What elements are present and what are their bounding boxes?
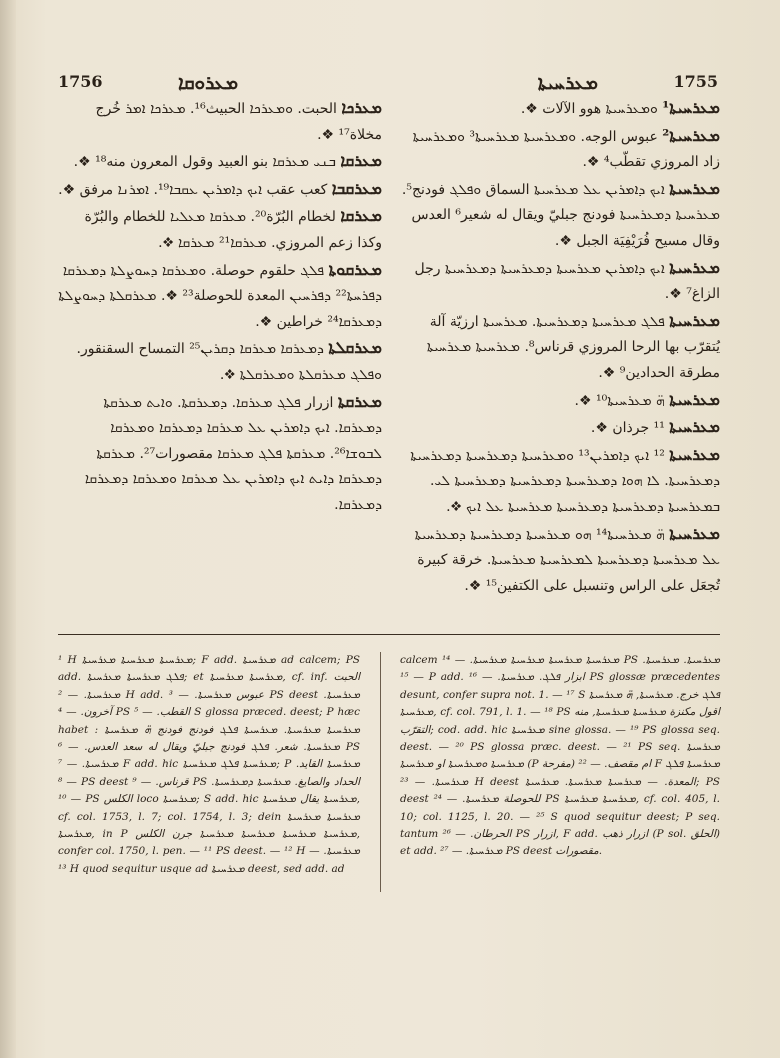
entry-headword: ܡܥܪܩܠܬܐ: [328, 338, 382, 358]
lexicon-entry: [400, 414, 720, 442]
lexicon-entry: [400, 308, 720, 387]
entry-gloss: كعب عقب ܐܝܟ ܕܐܡܪܝܢ ܥܩܒܐ¹⁹. ܐܡܪܢܐ مرفق ❖.: [58, 181, 328, 198]
entry-gloss: ¹² ܐܝܟ ܕܐܡܪܝܢ¹³ ܘܡܥܪܚܝܬܐ ܕܡܥܪܚܝܬܐ ܕܡܥܪܚܝܬܐ ܕܡܥܪܚܝܬܐ. ܠܐ ܗܘܐ ܕܡܥܪܚܝܬܐ ܕܡܥܪܚܝܬܐ ܕܡܥܪܚܝܬܐ ܠܝ. ܒܡܥܪܚܝܬܐ ܕܡܥܪܚܝܬܐ ܕܡܥܪܚܝܬܐ ܡܥܪܚܝܬܐ ܥܠ ܐܝܟ ❖.: [410, 447, 720, 515]
entry-gloss: ܗ̈ ܡܥܪܚܝܬܐ¹⁴ ܗܘ ܡܥܪܚܝܬܐ ܕܡܥܪܚܝܬܐ ܕܡܥܪܚܝܬܐ ܥܠ ܡܥܪܚܝܬܐ ܕܡܥܪܚܝܬܐ ܠܡܥܪܚܝܬܐ ܡܥܪܚܝܬܐ. خرقة كبيرة تُجعَل على الراس وتنسبل على الكتفين¹⁵ ❖.: [414, 526, 720, 594]
lexicon-entry: [400, 255, 720, 308]
entry-headword: ܡܥܪܚܝܬܐ: [669, 444, 720, 464]
entry-headword: ܡܥܪܚܝܬܐ: [669, 178, 720, 198]
lexicon-entry: [58, 389, 382, 519]
lexicon-entry: [58, 203, 382, 256]
entry-gloss: الحبت. ܘܡܥܪܟܐ الحبيث¹⁶. ܡܥܪܟܐ ܐܡܪ خُرج مخلاة¹⁷ ❖.: [95, 101, 382, 143]
entry-gloss: ܒܢܝ ܡܥܪܩܐ بنو العبيد وقول المعرون منه¹⁸ ❖.: [73, 154, 336, 171]
lexicon-entry: [58, 95, 382, 148]
entry-headword: ܡܥܪܚܝܬܐ²: [662, 125, 720, 145]
lexicon-entry: [400, 123, 720, 176]
entry-headword: ܡܥܪܩܒܐ: [331, 178, 382, 198]
footnote-column-divider: [380, 652, 381, 892]
entry-gloss: ܦܠܓ ܡܥܪܚܝܬܐ ܕܡܥܪܚܝܬܐ. ܡܥܪܚܝܬܐ ارزيّة آلة يُتقرّب بها الرحا المروزي قرناس⁸. ܡܥܪܚܝܬܐ ܡܥܪܚܝܬܐ مطرقة الحدادين⁹ ❖.: [426, 313, 720, 381]
entry-gloss: ܗ̈ ܡܥܪܚܝܬܐ¹⁰ ❖.: [574, 392, 665, 409]
entry-gloss: لخطام البُرّة²⁰. ܡܥܪܩܐ ܡܥܠܝܐ للخطام والبُرّة وكذا زعم المروزي. ܡܥܪܩܐ²¹ ܡܥܪܩܐ ❖.: [84, 209, 382, 251]
left-column: [58, 95, 382, 519]
entry-headword: ܡܥܪܩܐ: [340, 151, 382, 171]
entry-gloss: ازرار ܦܠܓ ܡܥܪܩܐ. ܕܡܥܪܩܬܐ. ܘܐܝܬ ܡܥܪܩܬܐ ܕܡܥܪܩܐ. ܐܝܟ ܕܐܡܪܝܢ ܥܠ ܡܥܪܩܐ ܕܡܥܪܩܐ ܘܡܥܪܩܐ ܠܒܘܫܐ²⁶. ܡܥܪܩܬܐ ܦܠܓ ܡܥܪܩܐ مقصورات²⁷. ܡܥܪܩܬܐ ܕܡܥܪܩܐ ܕܐܝܬ ܐܝܟ ܕܐܡܪܝܢ ܥܠ ܡܥܪܩܐ ܘܡܥܪܩܐ ܕܡܥܪܩܐ ܕܡܥܪܩܐ.: [84, 394, 382, 513]
entry-headword: ܡܥܪܟܐ: [341, 98, 382, 117]
right-running-head: ܡܥܪܚܝܬܐ: [537, 72, 598, 94]
entry-headword: ܡܥܪܚܝܬܐ¹: [662, 98, 720, 117]
lexicon-entry: [400, 521, 720, 600]
lexicon-entry: [400, 442, 720, 521]
entry-gloss: ¹¹ جرذان ❖.: [590, 420, 665, 437]
entry-gloss: ܦܠܓ حلقوم حوصلة. ܘܡܥܪܩܐ ܕܚܘܨܠܬܐ ܕܡܥܪܩܐ ܕܦܪܚܬܐ²² ܕܦܪܚܝܢ المعدة للحوصلة²³ ❖. ܡܥܪܩܠܬܐ ܕܚܘܨܠܬܐ ܕܡܥܪܩܐ²⁴ خراطين ❖.: [58, 262, 382, 330]
entry-gloss: ܐܝܟ ܕܐܡܪܝܢ ܥܠ ܡܥܪܚܝܬܐ السماق ܘܦܠܓ فودنج⁵. ܡܥܪܚܝܬܐ ܕܡܥܪܚܝܬܐ فودنج جبليّ ويقال له شعير⁶ العدس وقال مسيح فُرَيْفِيَة الجبل ❖.: [401, 181, 720, 249]
footnotes-right: [400, 652, 720, 861]
entry-gloss: عبوس الوجه. ܘܡܥܪܚܝܬܐ ܡܥܪܚܝܬܐ³ ܘܡܥܪܚܝܬܐ زاد المروزي تقطّب⁴ ❖.: [412, 128, 720, 171]
right-column: [400, 95, 720, 599]
lexicon-entry: [58, 257, 382, 336]
entry-headword: ܡܥܪܚܝܬܐ: [669, 389, 720, 409]
left-running-head: ܡܥܪܘܩܐ: [178, 72, 239, 94]
lexicon-entry: [400, 176, 720, 255]
footnotes-left: [58, 652, 360, 878]
lexicon-entry: [58, 148, 382, 176]
lexicon-entry: [400, 387, 720, 415]
lexicon-entry: [58, 335, 382, 388]
entry-headword: ܡܥܪܩܬܐ: [337, 391, 382, 411]
footnote-rule: [58, 634, 720, 635]
footnote: ¹ H ܡܥܪܚܝܬܐ ܡܥܪܚܝܬܐ ܡܥܪܚܝܬܐ; F add. ܡܥܪܚܝܬܐ ad calcem; PS add. ܦܠܓ ܡܥܪܚܝܬܐ ܡܥܪܚܝܬܐ; et ܡܥܪܚܝܬܐ ܡܥܪܚܝܬܐ, cf. inf. الحبت ܡܥܪܚܝܬܐ. — ² H add. عبوس ܡܥܪܚܝܬܐ. — ³ PS deest ܡܥܪܚܝܬܐ. آخرون. — ⁴ PS القطب. — ⁵ S glossa præced. deest; P hæc habet : ܡܥܪܚܝܬܐ ܡܥܪܚܝܬܐ. ܡܥܪܚܝܬܐ ܦܠܓ فودنج فودنج ܗ̈ ܡܥܪܚܝܬܐ ܡܥܪܚܝܬܐ. شعر. ܦܠܓ فودنج جبليّ ويقال له سعد العدس. — ⁶ PS ܡܥܪܚܝܬܐ. — ⁷ F add. hic ܡܥܪܚܝܬܐ ܦܠܓ ܡܥܪܚܝܬܐ; P ܡܥܪܚܝܬܐ القايد. — ⁸ PS deest قرناس. — ⁹ PS الحداد والصايغ. ܡܥܪܚܝܬܐ ܕܡܥܪܚܝܬܐ. — ¹⁰ PS الكلس loco ܡܥܪܚܝܬܐ; S add. hic ܡܥܪܚܝܬܐ يقال ܡܥܪܚܝܬܐ, cf. col. 1753, l. 7; col. 1754, l. 3; dein ܡܥܪܚܝܬܐ ܡܥܪܚܝܬܐ ܡܥܪܚܝܬܐ, in P ܡܥܪܚܝܬܐ ܡܥܪܚܝܬܐ ܡܥܪܚܝܬܐ ܡܥܪܚܝܬܐ جرن الكلس, confer col. 1750, l. pen. — ¹¹ PS deest. — ¹² H ܡܥܪܚܝܬܐ. — ¹³ H quod sequitur usque ad ܡܥܪܚܝܬܐ deest, sed add. ad: [58, 654, 361, 875]
entry-headword: ܡܥܪܩܘܬܐ: [328, 259, 382, 279]
entry-gloss: ܘܡܥܪܚܝܬܐ هوو الآلات ❖.: [520, 101, 658, 117]
entry-headword: ܡܥܪܩܐ: [340, 206, 382, 226]
entry-headword: ܡܥܪܚܝܬܐ: [669, 417, 720, 437]
right-page-number: 1755: [673, 72, 718, 91]
entry-headword: ܡܥܪܚܝܬܐ: [669, 257, 720, 277]
entry-headword: ܡܥܪܚܝܬܐ: [669, 310, 720, 330]
entry-gloss: ܐܝܟ ܕܐܡܪܝܢ ܡܥܪܚܝܬܐ ܕܡܥܪܚܝܬܐ ܕܡܥܪܚܝܬܐ رجل الزاغ⁷ ❖.: [414, 260, 720, 303]
entry-gloss: ܕܡܥܪܩܐ ܡܥܪܩܐ ܕܩܪܝܢ²⁵ التمساح السقنقور. ܘܦܠܓ ܡܥܪܩܠܬܐ ܘܡܥܪܩܠܬܐ ❖.: [76, 341, 382, 383]
lexicon-entry: [400, 95, 720, 123]
page-edge: [0, 0, 16, 1058]
lexicon-entry: [58, 176, 382, 204]
footnote: calcem ܡܥܪܚܝܬܐ ܡܥܪܚܝܬܐ ܡܥܪܚܝܬܐ ܡܥܪܚܝܬܐ. — ¹⁴ PS ܡܥܪܚܝܬܐ. ܡܥܪܚܝܬܐ. — ¹⁵ P add. ابزار ܦܠܓ. ܡܥܪܚܝܬܐ. — ¹⁶ PS glossæ præcedentes desunt, confer supra not. 1. — ¹⁷ S ܦܠܓ خرج. ܡܥܪܚܝܬܐ, ܗ̈ ܡܥܪܚܝܬܐ ܡܥܪܚܝܬܐ, cf. col. 791, l. 1. — ¹⁸ PS اقول مكنزة ܡܥܪܚܝܬܐ ܡܥܪܚܝܬܐ, منه التقرّب; cod. add. hic ܡܥܪܚܝܬܐ sine glossa. — ¹⁹ PS glossa seq. deest. — ²⁰ PS glossa præc. deest. — ²¹ PS seq. ܡܥܪܚܝܬܐ ܡܥܪܚܝܬܐ ܘܡܥܪܚܝܬܐ او ܡܥܪܚܝܬܐ (P مفرحة) ام مقصف. — ²² F ܡܥܪܚܝܬܐ ܦܠܓ ܡܥܪܚܝܬܐ. — ²³ H deest المعدة. — ܡܥܪܚܝܬܐ ܡܥܪܚܝܬܐ. ܡܥܪܚܝܬܐ; PS deest للحوصلة ܡܥܪܚܝܬܐ. — ²⁴ PS ܡܥܪܚܝܬܐ ܡܥܪܚܝܬܐ, cf. col. 405, l. 10; col. 1125, l. 20. — ²⁵ S quod sequitur deest; P seq. tantum الحرطان. — ²⁶ PS ازرار, F add. ازرار ذهب (P sol. الحلق) et add. ܡܥܪܚܝܬܐ. — ²⁷ PS deest مقصورات.: [400, 654, 721, 858]
entry-headword: ܡܥܪܚܝܬܐ: [669, 523, 720, 543]
left-page-number: 1756: [58, 72, 103, 91]
